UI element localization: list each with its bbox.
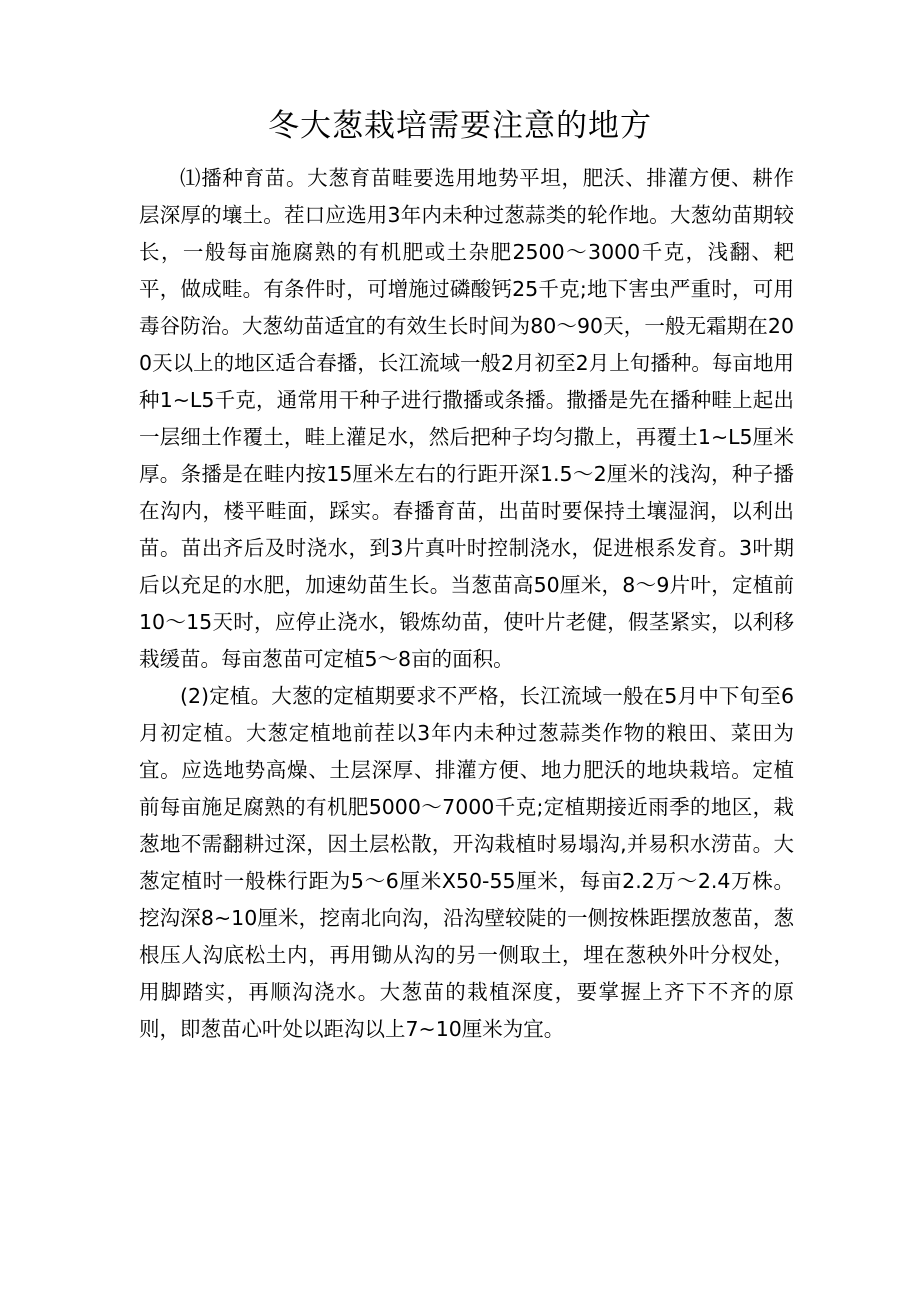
document-body [139, 160, 794, 1048]
page-title: 冬大葱栽培需要注意的地方 [268, 108, 652, 144]
paragraph-sowing-seedlings: ⑴播种育苗。大葱育苗畦要选用地势平坦，肥沃、排灌方便、耕作层深厚的壤土。茬口应选用3年内未种过葱蒜类的轮作地。大葱幼苗期较长，一般每亩施腐熟的有机肥或土杂肥2500～3000千克，浅翻、耙平，做成畦。有条件时，可增施过磷酸钙25千克;地下害虫严重时，可用毒谷防治。大葱幼苗适宜的有效生长时间为80～90天，一般无霜期在200天以上的地区适合春播，长江流域一般2月初至2月上旬播种。每亩地用种1~L5千克，通常用干种子进行撒播或条播。撒播是先在播种畦上起出一层细土作覆土，畦上灌足水，然后把种子均匀撒上，再覆土1~L5厘米厚。条播是在畦内按15厘米左右的行距开深1.5～2厘米的浅沟，种子播在沟内，楼平畦面，踩实。春播育苗，出苗时要保持土壤湿润，以利出苗。苗出齐后及时浇水，到3片真叶时控制浇水，促进根系发育。3叶期后以充足的水肥，加速幼苗生长。当葱苗高50厘米，8～9片叶，定植前10～15天时，应停止浇水，锻炼幼苗，使叶片老健，假茎紧实，以利移栽缓苗。每亩葱苗可定植5～8亩的面积。 [139, 166, 794, 671]
paragraph-transplanting: (2)定植。大葱的定植期要求不严格，长江流域一般在5月中下旬至6月初定植。大葱定植地前茬以3年内未种过葱蒜类作物的粮田、菜田为宜。应选地势高燥、土层深厚、排灌方便、地力肥沃的地块栽培。定植前每亩施足腐熟的有机肥5000～7000千克;定植期接近雨季的地区，栽葱地不需翻耕过深，因土层松散，开沟栽植时易塌沟,并易积水涝苗。大葱定植时一般株行距为5～6厘米X50-55厘米，每亩2.2万～2.4万株。挖沟深8~10厘米，挖南北向沟，沿沟壁较陡的一侧按株距摆放葱苗，葱根压人沟底松土内，再用锄从沟的另一侧取土，埋在葱秧外叶分杈处，用脚踏实，再顺沟浇水。大葱苗的栽植深度，要掌握上齐下不齐的原则，即葱苗心叶处以距沟以上7~10厘米为宜。 [139, 684, 794, 1041]
